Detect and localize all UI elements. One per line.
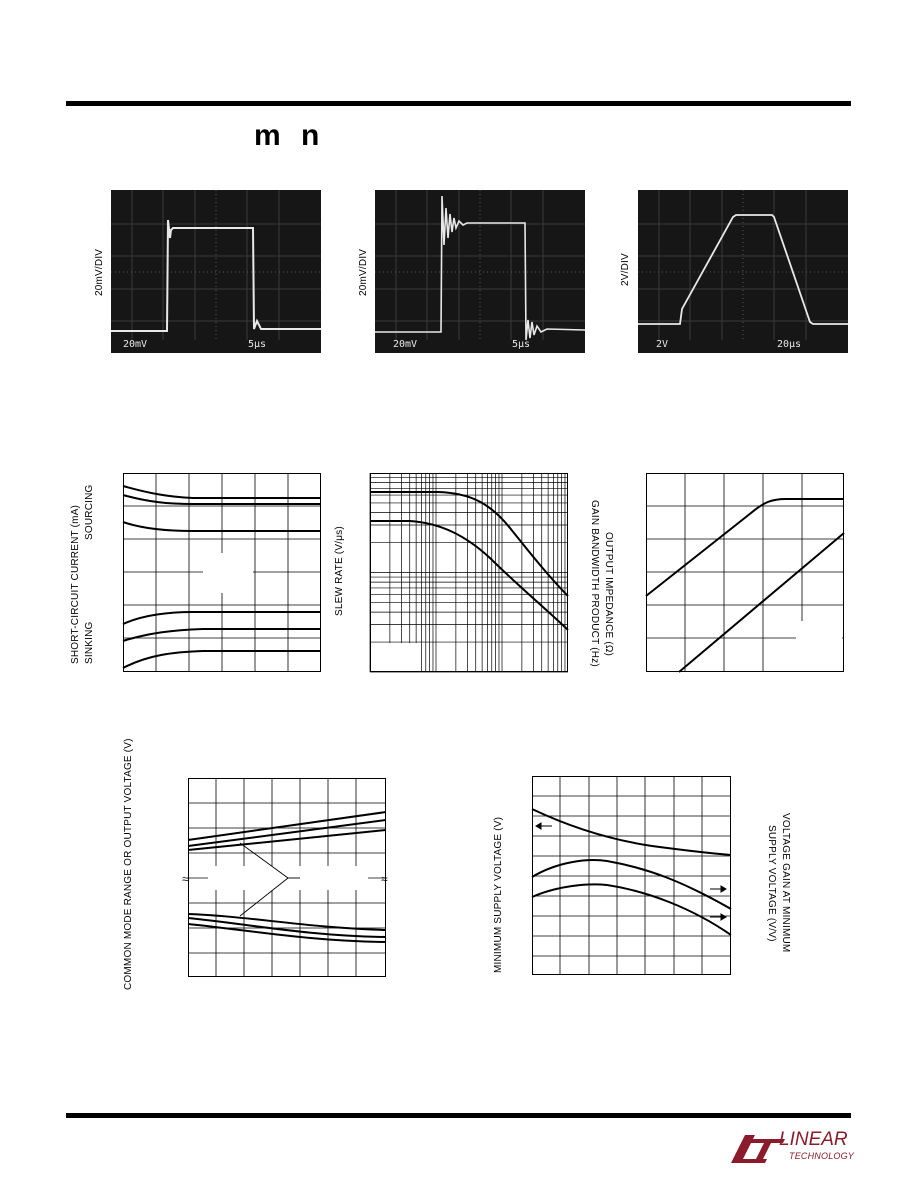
scope2-vertical-scale: 20mV/DIV xyxy=(358,248,369,296)
scope1-readout-time: 5μs xyxy=(248,339,267,350)
minsupply-gain-label-1: VOLTAGE GAIN AT MINIMUM xyxy=(780,813,791,953)
cmr-ylabel: COMMON MODE RANGE OR OUTPUT VOLTAGE (V) xyxy=(123,738,134,990)
minsupply-gain-label-2: SUPPLY VOLTAGE (V/V) xyxy=(766,825,777,942)
scope1-readout-volts: 20mV xyxy=(123,339,148,350)
gain-curve-1 xyxy=(532,860,731,909)
shortcircuit-ylabel-sinking: SINKING xyxy=(84,621,95,664)
slewrate-plot xyxy=(370,473,568,673)
cmr-break-symbol-left: ≈ xyxy=(182,872,189,886)
gbw-plot xyxy=(646,473,844,673)
gbw-curve xyxy=(646,499,844,596)
cmr-break-symbol-right: ≈ xyxy=(381,872,388,886)
shortcircuit-ylabel: SHORT-CIRCUIT CURRENT (mA) xyxy=(70,504,81,664)
shortcircuit-ylabel-sourcing: SOURCING xyxy=(84,484,95,540)
header-rule xyxy=(66,101,851,106)
outimp-ylabel: OUTPUT IMPEDANCE (Ω) xyxy=(603,532,614,657)
slewrate-blank-area xyxy=(372,643,418,671)
slewrate-curve-1 xyxy=(370,492,568,596)
slewrate-graph xyxy=(370,473,568,673)
slewrate-curve-2 xyxy=(370,521,568,630)
shortcircuit-graph xyxy=(123,473,321,673)
scope3-graticule xyxy=(638,190,848,353)
scope2-screen xyxy=(375,190,585,353)
cmr-graph xyxy=(188,778,386,978)
shortcircuit-blank-area xyxy=(203,553,253,593)
linear-technology-logo xyxy=(727,1129,855,1167)
scope3-screen xyxy=(638,190,848,353)
slewrate-ylabel: SLEW RATE (V/μs) xyxy=(334,526,345,616)
scope3-readout-volts: 2V xyxy=(656,339,669,350)
shortcircuit-plot xyxy=(123,473,321,673)
cmr-plot xyxy=(188,778,386,978)
scope1-vertical-scale: 20mV/DIV xyxy=(94,248,105,296)
scope3-trace xyxy=(638,215,848,324)
header-glyphs: m n xyxy=(254,119,326,152)
minsupply-graph xyxy=(532,776,732,976)
scope3-vertical-scale: 2V/DIV xyxy=(620,253,631,286)
footer-rule xyxy=(66,1113,851,1118)
scope1-screen xyxy=(111,190,321,353)
scope2-readout-volts: 20mV xyxy=(393,339,418,350)
gbw-graph xyxy=(646,473,844,673)
logo-line1: LINEAR xyxy=(779,1129,848,1150)
scope3-readout-time: 20μs xyxy=(777,339,802,350)
logo-line2: TECHNOLOGY xyxy=(789,1151,855,1161)
minsupply-plot xyxy=(532,776,732,976)
minsupply-ylabel: MINIMUM SUPPLY VOLTAGE (V) xyxy=(493,816,504,973)
scope2-readout-time: 5μs xyxy=(512,339,531,350)
scope1-graticule xyxy=(111,190,321,353)
gbw-ylabel: GAIN BANDWIDTH PRODUCT (Hz) xyxy=(589,500,600,667)
gbw-blank-area xyxy=(796,621,842,671)
scope2-graticule xyxy=(375,190,585,353)
